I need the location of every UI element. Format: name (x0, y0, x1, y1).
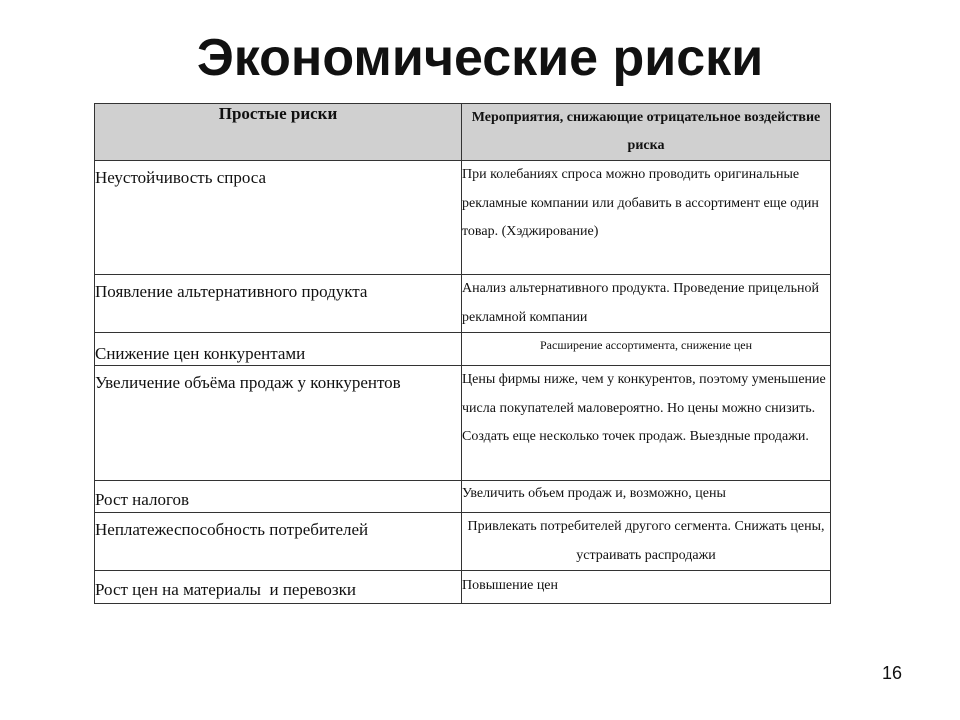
header-simple-risks: Простые риски (95, 104, 462, 161)
table-row (95, 366, 831, 481)
risk-cell: Рост цен на материалы и перевозки (95, 571, 462, 604)
risk-cell: Появление альтернативного продукта (95, 275, 462, 333)
measure-cell: Повышение цен (462, 571, 831, 604)
measure-cell: Увеличить объем продаж и, возможно, цены (462, 481, 831, 513)
table-row (95, 333, 831, 366)
measure-cell: Расширение ассортимента, снижение цен (462, 333, 831, 366)
header-measures: Мероприятия, снижающие отрицательное воздействие риска (462, 104, 831, 161)
page-number: 16 (881, 663, 902, 683)
risk-cell: Рост налогов (95, 481, 462, 513)
slide-title: Экономические риски (196, 29, 764, 87)
table-row (95, 513, 831, 571)
measure-cell: Анализ альтернативного продукта. Проведение прицельной рекламной компании (462, 275, 831, 333)
risks-table (94, 103, 831, 604)
risk-cell: Неплатежеспособность потребителей (95, 513, 462, 571)
risk-cell: Неустойчивость спроса (95, 161, 462, 275)
measure-cell: При колебаниях спроса можно проводить оригинальные рекламные компании или добавить в ассортимент еще один товар. (Хэджирование) (462, 161, 831, 275)
table-row (95, 571, 831, 604)
risk-cell: Увеличение объёма продаж у конкурентов (95, 366, 462, 481)
measure-cell: Цены фирмы ниже, чем у конкурентов, поэтому уменьшение числа покупателей маловероятно. Но цены можно снизить. Создать еще несколько точек продаж. Выездные продажи. (462, 366, 831, 481)
measure-cell: Привлекать потребителей другого сегмента. Снижать цены, устраивать распродажи (462, 513, 831, 571)
table-row (95, 275, 831, 333)
table-header-row (95, 104, 831, 161)
table-row (95, 161, 831, 275)
table-row (95, 481, 831, 513)
risk-cell: Снижение цен конкурентами (95, 333, 462, 366)
